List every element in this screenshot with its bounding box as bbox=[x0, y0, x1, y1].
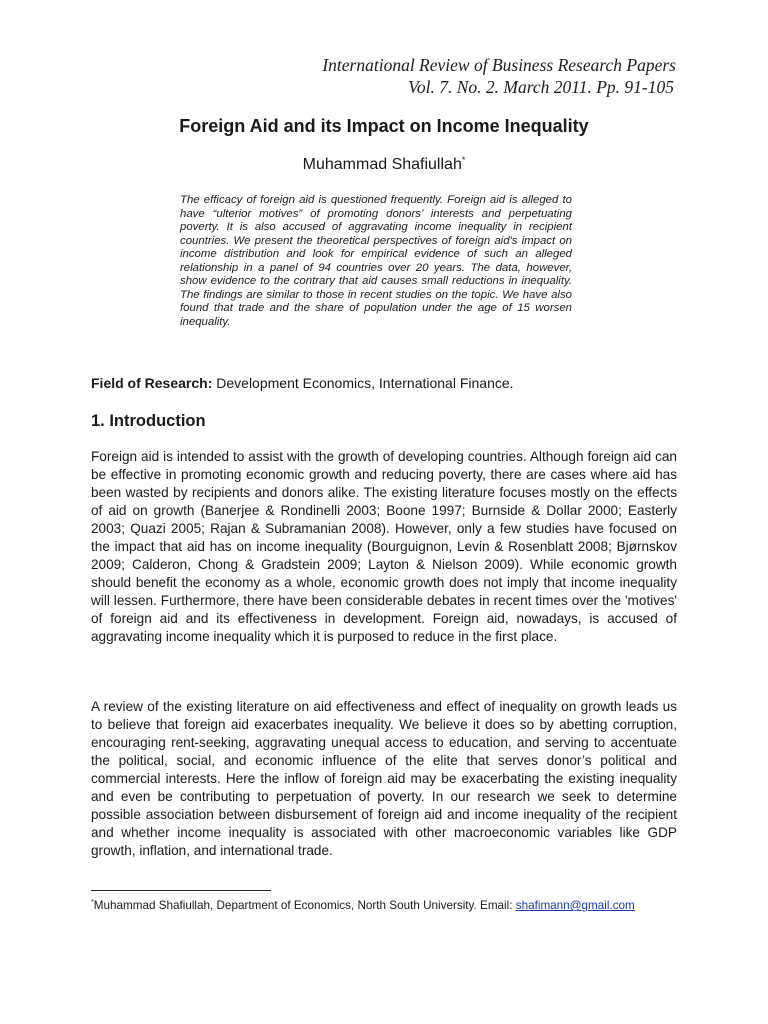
author-footnote-marker: * bbox=[461, 155, 466, 165]
paragraph: Foreign aid is intended to assist with the growth of developing countries. Although foreign aid can be effective in promoting economic growth and reducing poverty, there are cases where aid has been wasted by recipients and donors alike. The existing literature focuses mostly on the effects of aid on growth (Banerjee & Rondinelli 2003; Boone 1997; Burnside & Dollar 2000; Easterly 2003; Quazi 2005; Rajan & Subramanian 2008). However, only a few studies have focused on the impact that aid has on income inequality (Bourguignon, Levin & Rosenblatt 2008; Bjørnskov 2009; Calderon, Chong & Gradstein 2009; Layton & Nielson 2009). While economic growth should benefit the economy as a whole, economic growth does not imply that income inequality will lessen. Furthermore, there have been considerable debates in recent times over the 'motives' of foreign aid and its effectiveness in development. Foreign aid, nowadays, is accused of aggravating income inequality which it is purposed to reduce in the first place. bbox=[91, 449, 677, 644]
footnote bbox=[91, 899, 635, 912]
field-label: Field of Research: bbox=[91, 375, 213, 391]
paper-title: Foreign Aid and its Impact on Income Inequality bbox=[179, 116, 589, 136]
field-value: Development Economics, International Finance. bbox=[212, 375, 514, 391]
journal-volume: Vol. 7. No. 2. March 2011. Pp. 91-105 bbox=[408, 77, 674, 97]
email-link[interactable]: shafimann@gmail.com bbox=[515, 899, 635, 912]
paragraph: A review of the existing literature on aid effectiveness and effect of inequality on growth leads us to believe that foreign aid exacerbates inequality. We believe it does so by abetting corruption, encouraging rent-seeking, aggravating unequal access to education, and serving to accentuate the political, social, and economic influence of the elite that serves donor’s political and commercial interests. Here the inflow of foreign aid may be exacerbating the existing inequality and even be contributing to perpetuation of poverty. In our research we seek to determine possible association between disbursement of foreign aid and income inequality of the recipient and whether income inequality is associated with other macroeconomic variables like GDP growth, inflation, and international trade. bbox=[91, 699, 677, 858]
field-of-research bbox=[91, 375, 514, 391]
author-name: Muhammad Shafiullah bbox=[302, 156, 462, 173]
section-heading: 1. Introduction bbox=[91, 412, 206, 430]
abstract: The efficacy of foreign aid is questioned frequently. Foreign aid is alleged to have “ulterior motives” of promoting donors’ interests and perpetuating poverty. It is also accused of aggravating income inequality in recipient countries. We present the theoretical perspectives of foreign aid's impact on income distribution and look for empirical evidence of such an alleged relationship in a panel of 94 countries over 20 years. The data, however, show evidence to the contrary that aid causes small reductions in inequality. The findings are similar to those in recent studies on the topic. We have also found that trade and the share of population under the age of 15 worsen inequality. bbox=[180, 194, 572, 328]
journal-header bbox=[322, 54, 676, 98]
footnote-marker: * bbox=[91, 899, 94, 906]
footnote-divider bbox=[91, 890, 271, 891]
journal-name: International Review of Business Research Papers bbox=[322, 55, 676, 75]
footnote-text: Muhammad Shafiullah, Department of Economics, North South University. Email: bbox=[93, 899, 516, 912]
author-line bbox=[0, 155, 768, 174]
